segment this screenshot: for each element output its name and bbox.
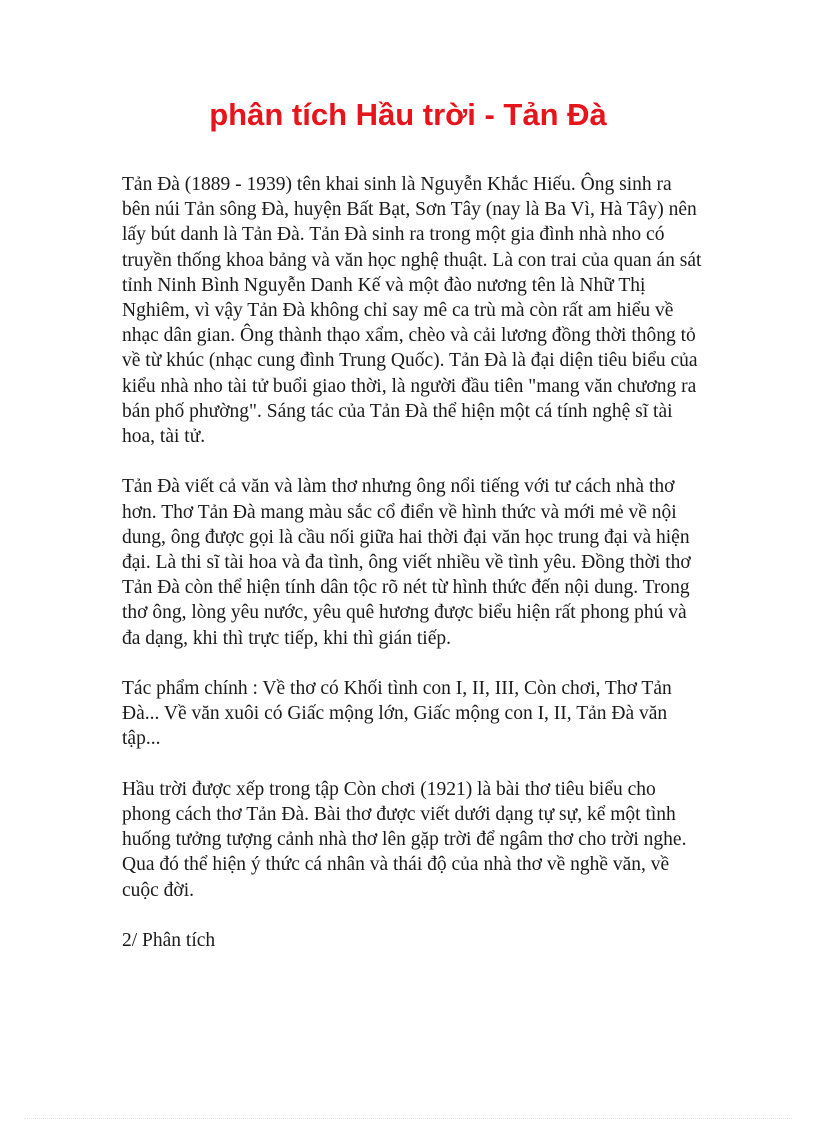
paragraph-main-works: Tác phẩm chính : Về thơ có Khối tình con I, II, III, Còn chơi, Thơ Tản Đà... Về văn xuôi có Giấc mộng lớn, Giấc mộng con I, II, Tản Đà văn tập... — [122, 678, 672, 750]
paragraph-biography: Tản Đà (1889 - 1939) tên khai sinh là Nguyễn Khắc Hiếu. Ông sinh ra bên núi Tản sông Đà, huyện Bất Bạt, Sơn Tây (nay là Ba Vì, Hà Tây) nên lấy bút danh là Tản Đà. Tản Đà sinh ra trong một gia đình nhà nho có truyền thống khoa bảng và văn học nghệ thuật. Là con trai của quan án sát tỉnh Ninh Bình Nguyễn Danh Kế và một đào nương tên là Nhữ Thị Nghiêm, vì vậy Tản Đà không chỉ say mê ca trù mà còn rất am hiểu về nhạc dân gian. Ông thành thạo xẩm, chèo và cải lương đồng thời thông tỏ về từ khúc (nhạc cung đình Trung Quốc). Tản Đà là đại diện tiêu biểu của kiểu nhà nho tài tử buổi giao thời, là người đầu tiên "mang văn chương ra bán phố phường". Sáng tác của Tản Đà thể hiện một cá tính nghệ sĩ tài hoa, tài tử. — [122, 174, 702, 448]
paragraph-poetry-style: Tản Đà viết cả văn và làm thơ nhưng ông nổi tiếng với tư cách nhà thơ hơn. Thơ Tản Đà mang màu sắc cổ điển về hình thức và mới mẻ về nội dung, ông được gọi là cầu nối giữa hai thời đại văn học trung đại và hiện đại. Là thi sĩ tài hoa và đa tình, ông viết nhiều về tình yêu. Đồng thời thơ Tản Đà còn thể hiện tính dân tộc rõ nét từ hình thức đến nội dung. Trong thơ ông, lòng yêu nước, yêu quê hương được biểu hiện rất phong phú và đa dạng, khi thì trực tiếp, khi thì gián tiếp. — [122, 476, 691, 649]
section-heading-analysis: 2/ Phân tích — [122, 930, 216, 952]
page-title: phân tích Hầu trời - Tản Đà — [209, 97, 607, 132]
page-bottom-divider — [24, 1118, 792, 1119]
document-body — [122, 172, 702, 978]
paragraph-hau-troi-intro: Hầu trời được xếp trong tập Còn chơi (1921) là bài thơ tiêu biểu cho phong cách thơ Tản Đà. Bài thơ được viết dưới dạng tự sự, kể một tình huống tưởng tượng cảnh nhà thơ lên gặp trời để ngâm thơ cho trời nghe. Qua đó thể hiện ý thức cá nhân và thái độ của nhà thơ về nghề văn, về cuộc đời. — [122, 778, 687, 901]
